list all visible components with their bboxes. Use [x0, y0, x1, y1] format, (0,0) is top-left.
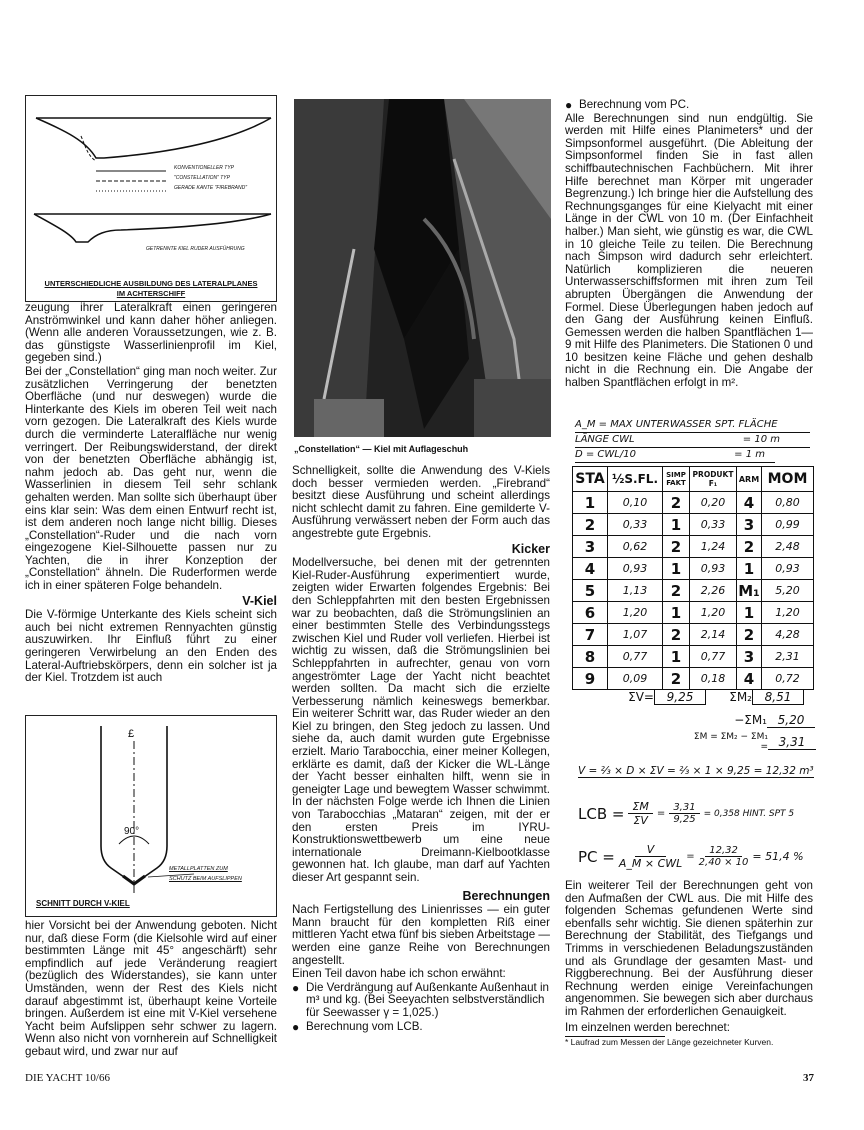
- col-header-mom: MOM: [762, 467, 814, 492]
- volume-formula: V = ⅔ × D × ΣV = ⅔ × 1 × 9,25 = 12,32 m³: [578, 765, 814, 777]
- table-cell: 2,31: [762, 646, 814, 668]
- column-2: [292, 465, 550, 1034]
- column-1-lower: [25, 920, 277, 1060]
- table-cell: 0,09: [608, 668, 663, 690]
- d-label: D = CWL/10: [575, 449, 636, 460]
- pc-mid-numerator: 12,32: [705, 845, 742, 857]
- table-cell: 5: [573, 580, 608, 602]
- table-row: [573, 558, 814, 580]
- am-definition: A_M = MAX UNTERWASSER SPT. FLÄCHE: [575, 418, 810, 433]
- lcb-mid-numerator: 3,31: [669, 802, 699, 814]
- table-cell: M₁: [738, 581, 760, 600]
- table-cell: 1,20: [690, 602, 737, 624]
- table-cell: 0,33: [608, 514, 663, 536]
- col-header-arm: ARM: [737, 467, 762, 492]
- column-3-upper: [565, 98, 813, 391]
- m-row: [572, 732, 817, 752]
- photo-image: [294, 99, 551, 437]
- table-cell: 2,48: [762, 536, 814, 558]
- table-cell: 4: [737, 668, 762, 690]
- footer-magazine: DIE YACHT 10/66: [25, 1072, 110, 1084]
- table-cell: 2: [663, 536, 690, 558]
- sum-v-value: 9,25: [654, 690, 706, 705]
- paragraph: zeugung ihrer Lateralkraft einen geringeren Anströmwinkel und kann daher höher anliegen. (Wenn alle anderen Voraussetzungen, wie z. B. das günstigste Wasserlinienprofil im Kiel, gegeben sind.): [25, 301, 277, 365]
- photo-caption: „Constellation“ — Kiel mit Auflageschuh: [294, 444, 469, 454]
- table-cell: 3: [737, 646, 762, 668]
- table-row: [573, 602, 814, 624]
- table-cell: 0,99: [762, 514, 814, 536]
- table-cell: 0,77: [690, 646, 737, 668]
- cwl-value: = 10 m: [742, 434, 780, 445]
- pc-numerator: V: [635, 843, 667, 857]
- lcb-denominator: ΣV: [633, 814, 648, 827]
- table-cell: 2,26: [690, 580, 737, 602]
- bullet-text: Die Verdrängung auf Außenkante Außenhaut in m³ und kg. (Bei Seeyachten selbstverständlich für Seewasser γ = 1,025.): [306, 980, 550, 1019]
- bullet-text: Berechnung vom LCB.: [306, 1019, 423, 1033]
- lateral-plan-caption: [26, 279, 276, 299]
- table-cell: 4,28: [762, 624, 814, 646]
- m1-label: −ΣM₁: [734, 713, 767, 727]
- table-cell: 3: [737, 514, 762, 536]
- pc-fraction: [619, 843, 682, 870]
- pc-label: PC =: [578, 847, 615, 866]
- legend-conventional: KONVENTIONELLER TYP: [174, 165, 235, 171]
- table-cell: 0,77: [608, 646, 663, 668]
- legend-constellation: "CONSTELLATION" TYP: [174, 175, 230, 181]
- table-cell: 1: [663, 602, 690, 624]
- table-cell: 1,20: [608, 602, 663, 624]
- simpson-table: [572, 466, 814, 690]
- cwl-line: [575, 433, 810, 448]
- axis-mark: £: [128, 728, 135, 740]
- constellation-keel-photo: [294, 99, 551, 437]
- column-1-upper: [25, 302, 277, 686]
- lcb-mid-fraction: [669, 802, 699, 825]
- table-row: [573, 514, 814, 536]
- col-header-half-area: ½S.FL.: [608, 467, 663, 492]
- v-keel-caption: SCHNITT DURCH V-KIEL: [36, 899, 130, 908]
- table-cell: 0,80: [762, 492, 814, 514]
- table-row: [573, 536, 814, 558]
- table-cell: 0,72: [762, 668, 814, 690]
- table-cell: 4: [737, 492, 762, 514]
- table-row: [573, 646, 814, 668]
- v-keel-figure: [25, 715, 277, 917]
- angle-label: 90°: [124, 826, 140, 837]
- paragraph: hier Vorsicht bei der Anwendung geboten. Nicht nur, daß diese Form (die Kielsohle wird auf einer bestimmten Länge mit 45° angeschärft) sehr empfindlich auf jede Veränderung reagiert (bezüglich des Widerstandes), sie kann unter Umständen, wenn der Rest des Kiels nicht darauf abgestimmt ist, überhaupt keine Vorteile bringen. Außerdem ist eine mit V-Kiel versehene Yacht beim Aufslippen sehr schwer zu lagern. Wenn also nicht von vornherein auf Schnelligkeit gebaut wird, und zwar nur auf: [25, 919, 277, 1058]
- paragraph: Nach Fertigstellung des Linienrisses — ein guter Mann braucht für den kompletten Riß einer mittleren Yacht etwa fünf bis sieben Arbeitstage — werden eine ganze Reihe von Berechnungen angestellt.: [292, 903, 550, 967]
- table-cell: 1,24: [690, 536, 737, 558]
- table-cell: 1: [573, 492, 608, 514]
- table-cell: 0,10: [608, 492, 663, 514]
- sum-block: [572, 686, 817, 752]
- table-cell: 0,93: [690, 558, 737, 580]
- bullet-icon: ●: [292, 1019, 300, 1034]
- paragraph: Die V-förmige Unterkante des Kiels scheint sich auch bei nicht extremen Rennyachten günstig auszuwirken. Ihr Einfluß führt zu einer geringeren Verwirbelung an den Enden des Lateral-Auftriebskörpers, denn ein solcher ist ja der Kiel. Trotzdem ist auch: [25, 608, 277, 685]
- table-cell: 1,07: [608, 624, 663, 646]
- v-keel-drawing: [26, 716, 276, 916]
- table-cell: 0,93: [762, 558, 814, 580]
- table-cell: 1: [737, 558, 762, 580]
- table-header-row: [573, 467, 814, 492]
- section-heading-kicker: Kicker: [511, 541, 550, 556]
- lcb-label: LCB =: [578, 804, 625, 823]
- pc-mid-denominator: 2,40 × 10: [698, 857, 749, 868]
- table-cell: 1: [663, 646, 690, 668]
- paragraph: Schnelligkeit, sollte die Anwendung des V-Kiels doch besser vermieden werden. „Firebrand“ besitzt diese Ausführung und scheint allerdings nicht schlecht damit zu fahren. Eine gemilderte V-Ausführung verwässert neben der Form auch das angestrebte gute Ergebnis.: [292, 464, 550, 540]
- table-body: [573, 492, 814, 690]
- table-cell: 0,18: [690, 668, 737, 690]
- col-header-product: PRODUKT F₁: [690, 467, 737, 492]
- table-cell: 9: [573, 668, 608, 690]
- caption-line-1: UNTERSCHIEDLICHE AUSBILDUNG DES LATERALPLANES: [44, 279, 258, 288]
- lcb-fraction: [628, 800, 652, 827]
- plates-line-1: METALLPLATTEN ZUM: [169, 866, 228, 872]
- column-3-lower: [565, 880, 813, 1048]
- m1-row: [572, 710, 817, 730]
- table-cell: 0,33: [690, 514, 737, 536]
- table-cell: 1: [663, 558, 690, 580]
- equals-sign: =: [656, 808, 666, 819]
- lcb-result: = 0,358 HINT. SPT 5: [703, 808, 795, 819]
- m1-value: 5,20: [767, 713, 815, 728]
- table-row: [573, 492, 814, 514]
- table-cell: 6: [573, 602, 608, 624]
- d-value: = 1 m: [734, 449, 765, 460]
- table-cell: 2: [737, 624, 762, 646]
- lateral-plan-legend: [174, 163, 247, 193]
- footnote: * Laufrad zum Messen der Länge gezeichneter Kurven.: [565, 1037, 774, 1048]
- table-cell: 2: [663, 492, 690, 514]
- table-cell: 0,20: [690, 492, 737, 514]
- lateral-plan-figure: [25, 95, 277, 302]
- bullet-icon: ●: [292, 980, 300, 995]
- table-cell: 0,93: [608, 558, 663, 580]
- m-value: 3,31: [768, 735, 816, 750]
- table-cell: 1,13: [608, 580, 663, 602]
- plates-line-2: SCHUTZ BEIM AUFSLIPPEN: [169, 876, 242, 882]
- sum-v-label: ΣV=: [628, 690, 654, 704]
- paragraph: Alle Berechnungen sind nun endgültig. Sie werden mit Hilfe eines Planimeters* und der Simpsonformel ausgeführt. (Die Ableitung der Simpsonformel finden Sie in fast allen schiffbautechnischen Fachbüchern. Mit ihrer Hilfe berechnet man Körper mit ungerader Begrenzung.) Ich bringe hier die Aufstellung des Rechnungsganges für eine Kielyacht mit einer Länge in der CWL von 10 m. (Der Einfachheit halber.) Man sieht, wie günstig es war, die CWL in 10 gleiche Teile zu teilen. Die Berechnung nach Simpson wird dadurch sehr erleichtert. Natürlich komplizieren die neueren Unterwasserschiffsformen mit ihren zum Teil abrupten Übergängen die Anwendung der Formel. Diese Überlegungen haben jedoch auf den Gang der Ausführung keinen Einfluß. Gemessen werden die halben Spantflächen 1—9 mit Hilfe des Planimeters. Die Stationen 0 und 10 besitzen keine Fläche und gehen deshalb nicht in die Rechnung ein. Die Angabe der halben Spantflächen erfolgt in m².: [565, 111, 813, 390]
- lcb-mid-denominator: 9,25: [673, 814, 696, 825]
- separate-rudder-label: GETRENNTE KIEL RUDER AUSFÜHRUNG: [146, 246, 245, 252]
- table-cell: 2: [663, 580, 690, 602]
- table-cell: 7: [573, 624, 608, 646]
- table-cell: 4: [573, 558, 608, 580]
- m-label: ΣM = ΣM₂ − ΣM₁ =: [693, 732, 768, 752]
- table-cell: 5,20: [762, 580, 814, 602]
- table-row: [573, 624, 814, 646]
- table-cell: 3: [573, 536, 608, 558]
- table-cell: 8: [573, 646, 608, 668]
- col-header-sta: STA: [573, 467, 608, 492]
- paragraph: Einen Teil davon habe ich schon erwähnt:: [292, 967, 506, 981]
- legend-firebrand: GERADE KANTE "FIREBRAND": [174, 185, 248, 191]
- cwl-label: LÄNGE CWL: [575, 434, 635, 445]
- pc-mid-fraction: [699, 845, 749, 868]
- calculation-header: [575, 418, 810, 463]
- bullet-icon: ●: [565, 98, 573, 112]
- table-cell: 1,20: [762, 602, 814, 624]
- sum-row: [572, 686, 817, 708]
- footer-page-number: 37: [803, 1072, 814, 1084]
- table-row: [573, 580, 814, 602]
- table-cell: 2,14: [690, 624, 737, 646]
- table-cell: 1: [737, 602, 762, 624]
- paragraph: Bei der „Constellation“ ging man noch weiter. Zur zusätzlichen Verringerung der benetzten Oberfläche (und nur deswegen) wurde die Hinterkante des Kiels im oberen Teil weit nach vorn gezogen. Die Lateralkraft des Kiels wurde durch die verminderte Lateralfläche nur wenig verringert. Der Reibungswiderstand, der direkt von der benetzten Oberfläche abhängig ist, nahm jedoch ab. Das geht nur, wenn die Wasserlinien in diesem Teil sehr schlank gehalten werden. Man sollte sich überhaupt über eins klar sein: Was dem einen Entwurf recht ist, ist dem anderen noch lange nicht billig. Dieses „Constellation“-Ruder und die nach vorn eingezogene Kiel-Silhouette passen nur zu Yachten, die in ihrer Konzeption der „Constellation“ ähneln. Die Ruderformen werde ich in einer späteren Folge behandeln.: [25, 364, 277, 593]
- table-cell: 2: [663, 668, 690, 690]
- sum-m2-value: 8,51: [752, 689, 804, 705]
- lcb-formula: [578, 800, 794, 827]
- section-heading-v-kiel: V-Kiel: [242, 593, 277, 608]
- table-cell: 1: [663, 514, 690, 536]
- bullet-item: [292, 1021, 550, 1034]
- section-heading-berechnungen: Berechnungen: [462, 888, 550, 903]
- paragraph: Im einzelnen werden berechnet:: [565, 1020, 730, 1034]
- bullet-text: Berechnung vom PC.: [579, 98, 690, 111]
- paragraph: Ein weiterer Teil der Berechnungen geht von den Aufmaßen der CWL aus. Die mit Hilfe des folgenden Schemas gefundenen Werte sind ebenfalls sehr wichtig. Sie dienen späterhin zur Berechnung der Stabilität, des Tiefgangs und Trimms in verschiedenen Beladungszuständen und als Grundlage der gesamten Mast- und Riggberechnung. Bei der Ausführung dieser Rechnung werden einige Vereinfachungen angenommen. Sie bewegen sich aber durchaus im Rahmen der erforderlichen Genauigkeit.: [565, 879, 813, 1018]
- equals-sign: =: [686, 851, 695, 862]
- caption-line-2: IM ACHTERSCHIFF: [116, 289, 186, 298]
- table-cell: 2: [573, 514, 608, 536]
- d-line: [575, 448, 775, 463]
- bullet-item: [565, 99, 813, 112]
- bullet-item: [292, 982, 550, 1020]
- col-header-simp: SIMP FAKT: [663, 467, 690, 492]
- pc-formula: [578, 843, 804, 870]
- table-cell: 0,62: [608, 536, 663, 558]
- pc-denominator: A_M × CWL: [618, 857, 683, 870]
- table-cell: 2: [737, 536, 762, 558]
- pc-result: = 51,4 %: [752, 850, 804, 863]
- metal-plates-label: [169, 864, 242, 884]
- table-cell: 2: [663, 624, 690, 646]
- paragraph: Modellversuche, bei denen mit der getrennten Kiel-Ruder-Ausführung experimentiert wurde, zeigten wider Erwarten folgendes Ergebnis: Bei den Schleppfahrten mit den besten Ergebnissen war zu beobachten, daß die Strömungslinien an einer bestimmten Stelle des Verbindungsstegs zwischen Kiel und Ruder voll verliefen. Hierbei ist wichtig zu wissen, daß die Strömungslinien bei Schleppfahrten in aufrechter, genau von vorn angeströmter Lage der Yacht nicht beachtet werden sollten. Da macht sich die erzielte Verbesserung nämlich keineswegs bemerkbar. Ein weiterer Schritt war, das Ruder wieder an den Kiel zu bringen, den Steg jedoch zu lassen. Und siehe da, auch damit wurden gute Ergebnisse erzielt. Mario Tarabocchia, einer meiner Kollegen, erklärte es damit, daß der Kicker die WL-Länge der Yacht besser einhalten hilft, wenn sie in geneigter Lage und bewegtem Wasser schwimmt. In der nächsten Folge werde ich Ihnen die Linien von Tarabocchias „Mataran“ zeigen, mit der er den ersten Preis im IYRU-Konstruktionswettbewerb um eine neue internationale Dreimann-Kielbootklasse gewonnen hat. Ich glaube, man darf auf Yachten dieser Art gespannt sein.: [292, 556, 550, 884]
- sum-m2-label: ΣM₂: [729, 690, 752, 704]
- lcb-numerator: ΣM: [628, 800, 652, 814]
